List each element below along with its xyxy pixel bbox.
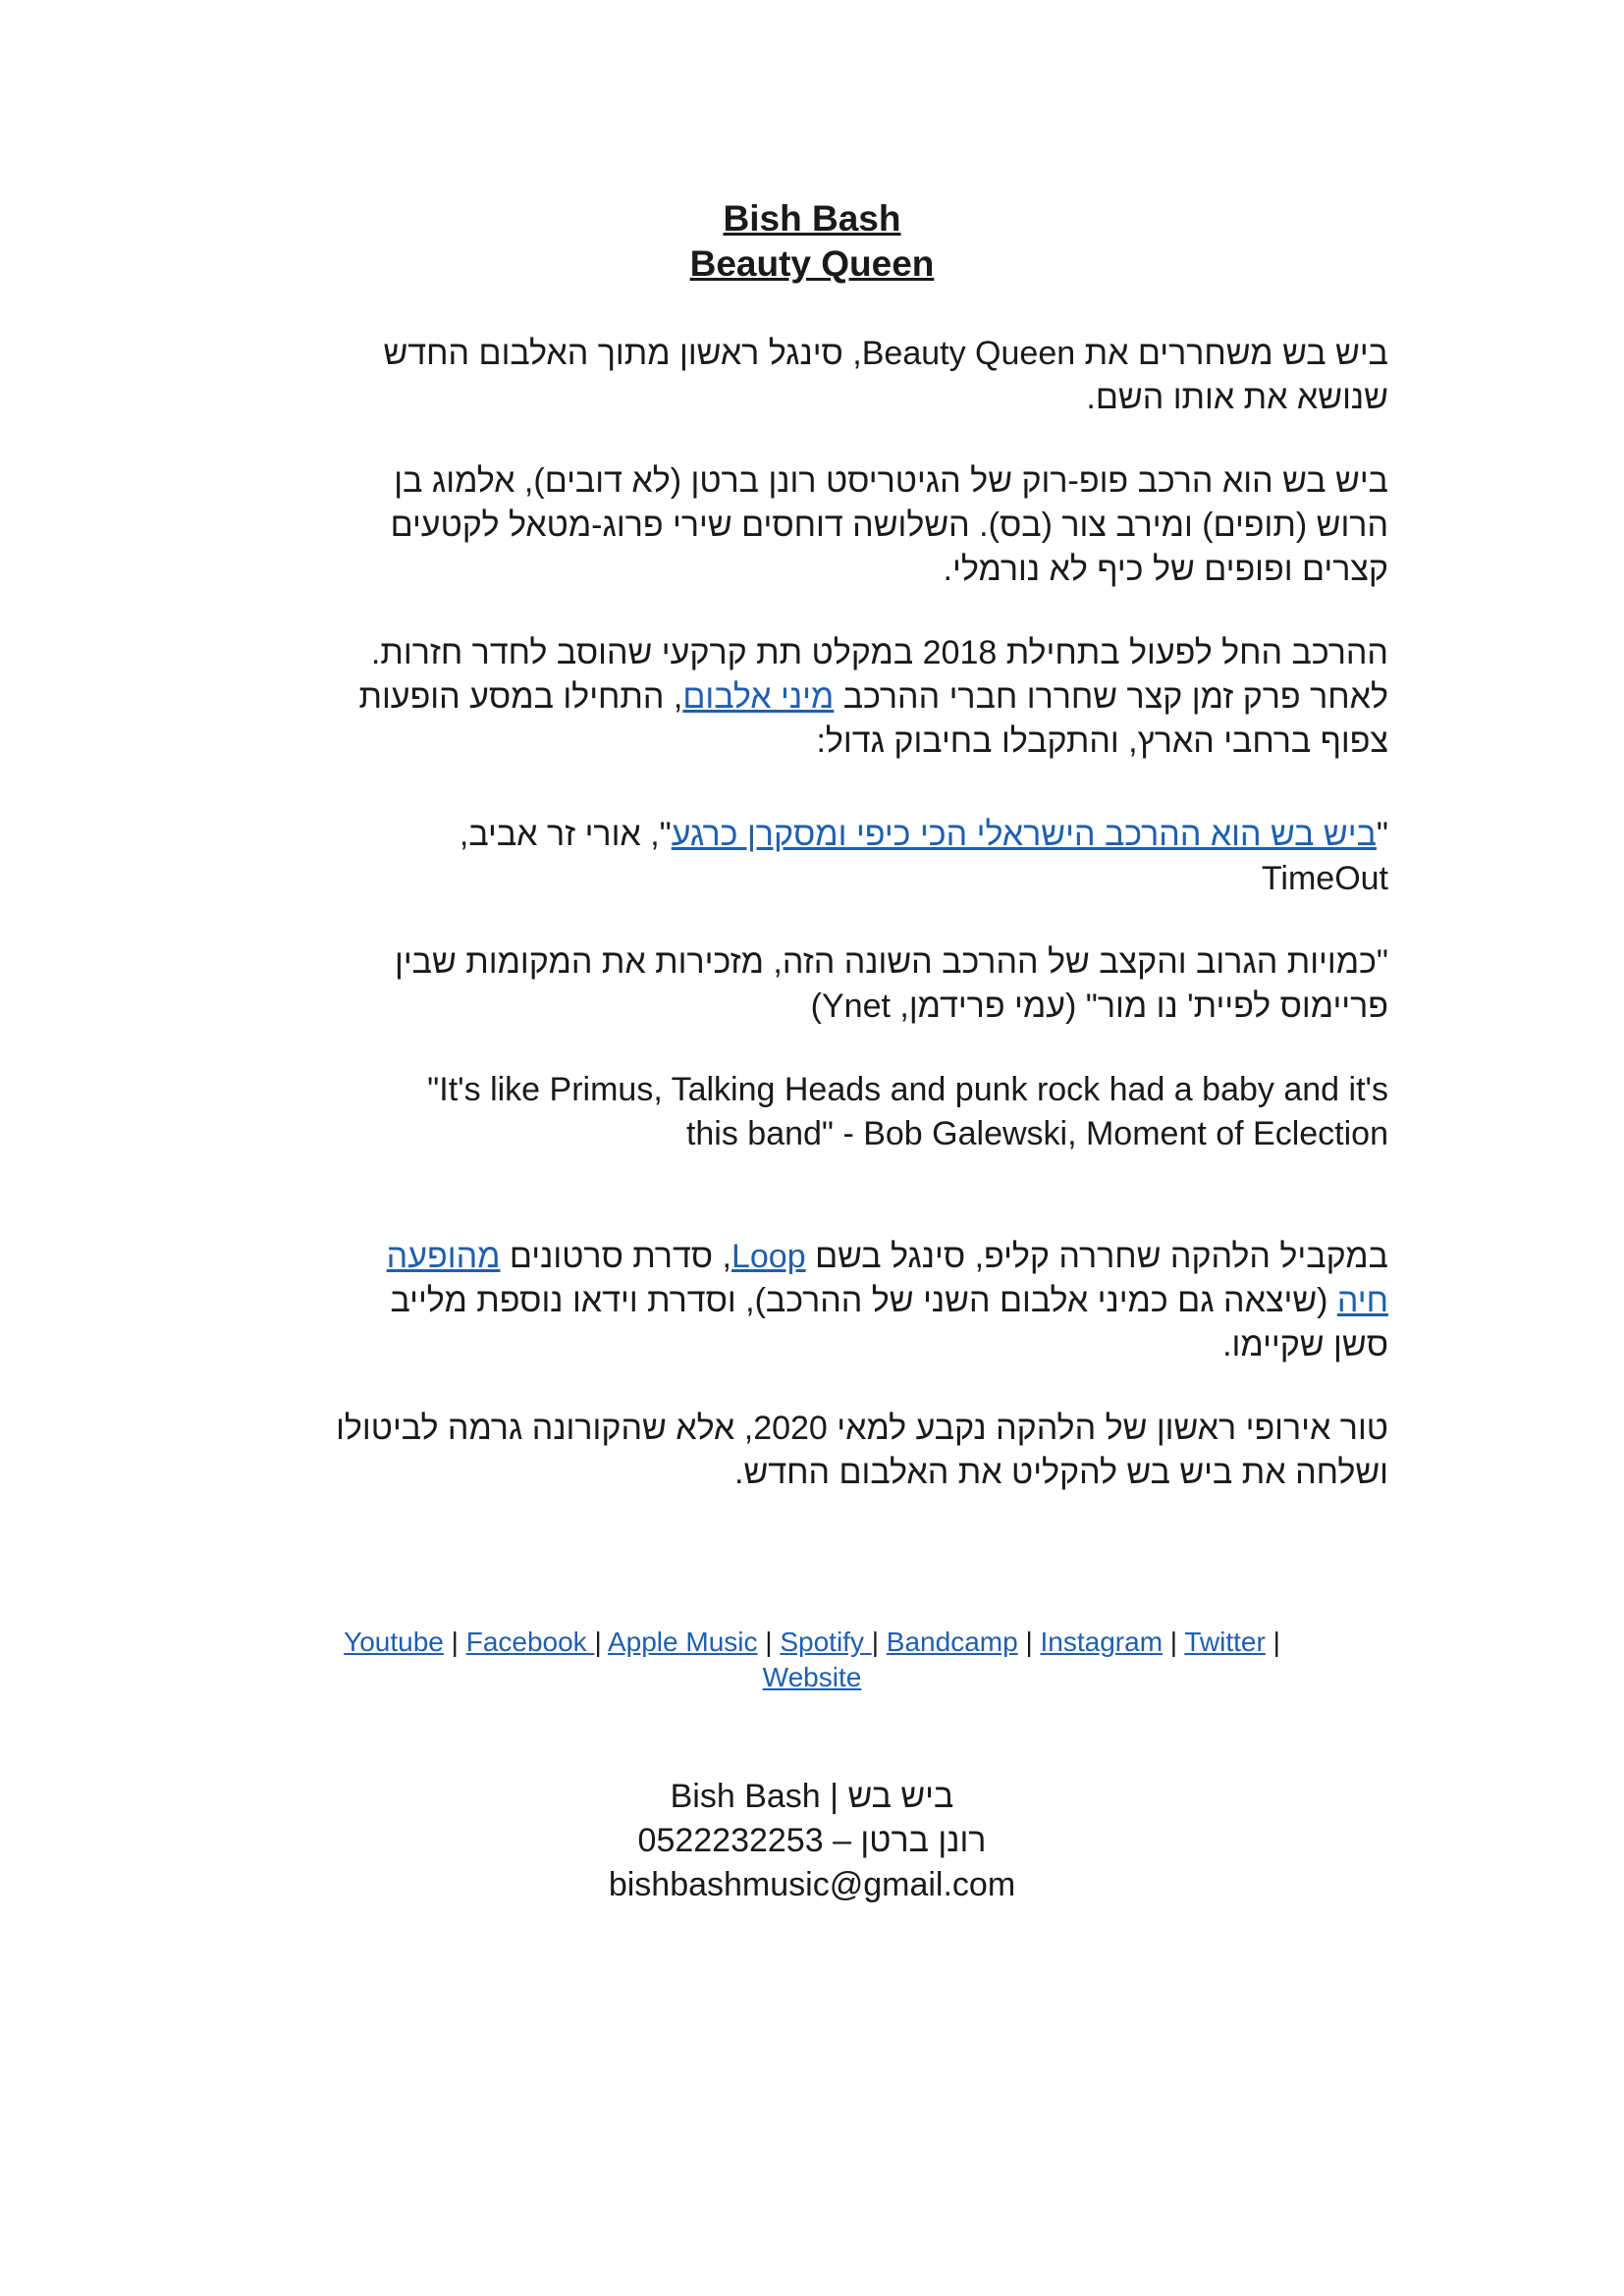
paragraph-line: פריימוס לפיית' נו מור" (עמי פרידמן, Ynet) [810, 988, 1388, 1025]
paragraph-line: ושלחה את ביש בש להקליט את האלבום החדש. [734, 1454, 1388, 1491]
apple-music-link[interactable]: Apple Music [607, 1627, 758, 1657]
text-fragment: ", אורי זר אביב, [459, 816, 672, 853]
quote-mark: " [1376, 816, 1388, 853]
social-links-line-2 [0, 1660, 1624, 1695]
paragraph-line: טור אירופי ראשון של הלהקה נקבע למאי 2020, אלא שהקורונה גרמה לביטולו [336, 1410, 1388, 1447]
quote-ynet [210, 940, 1388, 1029]
paragraph-line: שנושא את אותו השם. [1086, 379, 1388, 416]
quote-timeout [210, 813, 1388, 901]
paragraph-releases [210, 1235, 1388, 1367]
link-separator: | [1017, 1627, 1041, 1657]
contact-email: bishbashmusic@gmail.com [608, 1866, 1016, 1903]
paragraph-line [210, 675, 1388, 720]
paragraph-line: הרוש (תופים) ומירב צור (בס). השלושה דוחסים שירי פרוג-מטאל לקטעים [390, 507, 1388, 544]
link-separator: | [443, 1627, 466, 1657]
instagram-link[interactable]: Instagram [1040, 1627, 1164, 1657]
mini-album-link[interactable]: מיני אלבום [682, 678, 835, 716]
text-fragment: לאחר פרק זמן קצר שחררו חברי ההרכב [834, 678, 1388, 716]
paragraph-line [210, 1279, 1388, 1323]
youtube-link[interactable]: Youtube [344, 1627, 444, 1657]
contact-manager: רונן ברטן – 0522232253 [637, 1822, 987, 1859]
paragraph-line [210, 1235, 1388, 1279]
quote-moment-of-eclection [210, 1068, 1388, 1156]
timeout-quote-link[interactable]: ביש בש הוא ההרכב הישראלי הכי כיפי ומסקרן כרגע [671, 816, 1377, 853]
loop-link[interactable]: Loop [731, 1238, 806, 1275]
live-show-link[interactable]: מהופעה [386, 1238, 501, 1275]
facebook-link[interactable]: Facebook [465, 1627, 595, 1657]
text-fragment: (שיצאה גם כמיני אלבום השני של ההרכב), וסדרת וידאו נוספת מלייב [390, 1282, 1337, 1319]
contact-block [0, 1775, 1624, 1907]
paragraph-line: this band" - Bob Galewski, Moment of Eclection [685, 1115, 1388, 1152]
spotify-link[interactable]: Spotify [780, 1627, 872, 1657]
paragraph-line: סשן שקיימו. [1222, 1326, 1388, 1363]
title-line-2: Beauty Queen [689, 243, 935, 284]
paragraph-tour [151, 1407, 1388, 1495]
title-line-1: Bish Bash [723, 198, 901, 239]
text-fragment: , התחילו במסע הופעות [358, 678, 683, 716]
paragraph-line: ההרכב החל לפעול בתחילת 2018 במקלט תת קרקעי שהוסב לחדר חזרות. [370, 634, 1388, 671]
bandcamp-link[interactable]: Bandcamp [886, 1627, 1018, 1657]
paragraph-line: ביש בש משחררים את Beauty Queen, סינגל ראשון מתוך האלבום החדש [383, 335, 1388, 372]
text-fragment: במקביל הלהקה שחררה קליפ, סינגל בשם [805, 1238, 1388, 1275]
paragraph-line: TimeOut [1261, 860, 1388, 897]
text-fragment: , סדרת סרטונים [500, 1238, 731, 1275]
paragraph-line: צפוף ברחבי הארץ, והתקבלו בחיבוק גדול: [816, 722, 1388, 760]
paragraph-line: קצרים ופופים של כיף לא נורמלי. [943, 551, 1388, 588]
paragraph-line [210, 813, 1388, 857]
social-links [0, 1625, 1624, 1695]
paragraph-history [210, 631, 1388, 764]
link-separator: | [1265, 1627, 1280, 1657]
paragraph-line: "It's like Primus, Talking Heads and punk rock had a baby and it's [427, 1071, 1388, 1108]
contact-band: ביש בש | Bish Bash [670, 1778, 954, 1815]
paragraph-band-intro [210, 459, 1388, 592]
twitter-link[interactable]: Twitter [1184, 1627, 1266, 1657]
website-link[interactable]: Website [762, 1662, 862, 1692]
link-separator: | [594, 1627, 608, 1657]
social-links-line-1 [0, 1625, 1624, 1660]
paragraph-line: ביש בש הוא הרכב פופ-רוק של הגיטריסט רונן ברטן (לא דובים), אלמוג בן [394, 462, 1388, 500]
paragraph-release [210, 332, 1388, 420]
link-separator: | [871, 1627, 887, 1657]
link-separator: | [1163, 1627, 1185, 1657]
link-separator: | [757, 1627, 781, 1657]
paragraph-line: "כמויות הגרוב והקצב של ההרכב השונה הזה, מזכירות את המקומות שבין [394, 943, 1388, 981]
document-title [0, 196, 1624, 287]
live-show-link-cont[interactable]: חיה [1336, 1282, 1388, 1319]
